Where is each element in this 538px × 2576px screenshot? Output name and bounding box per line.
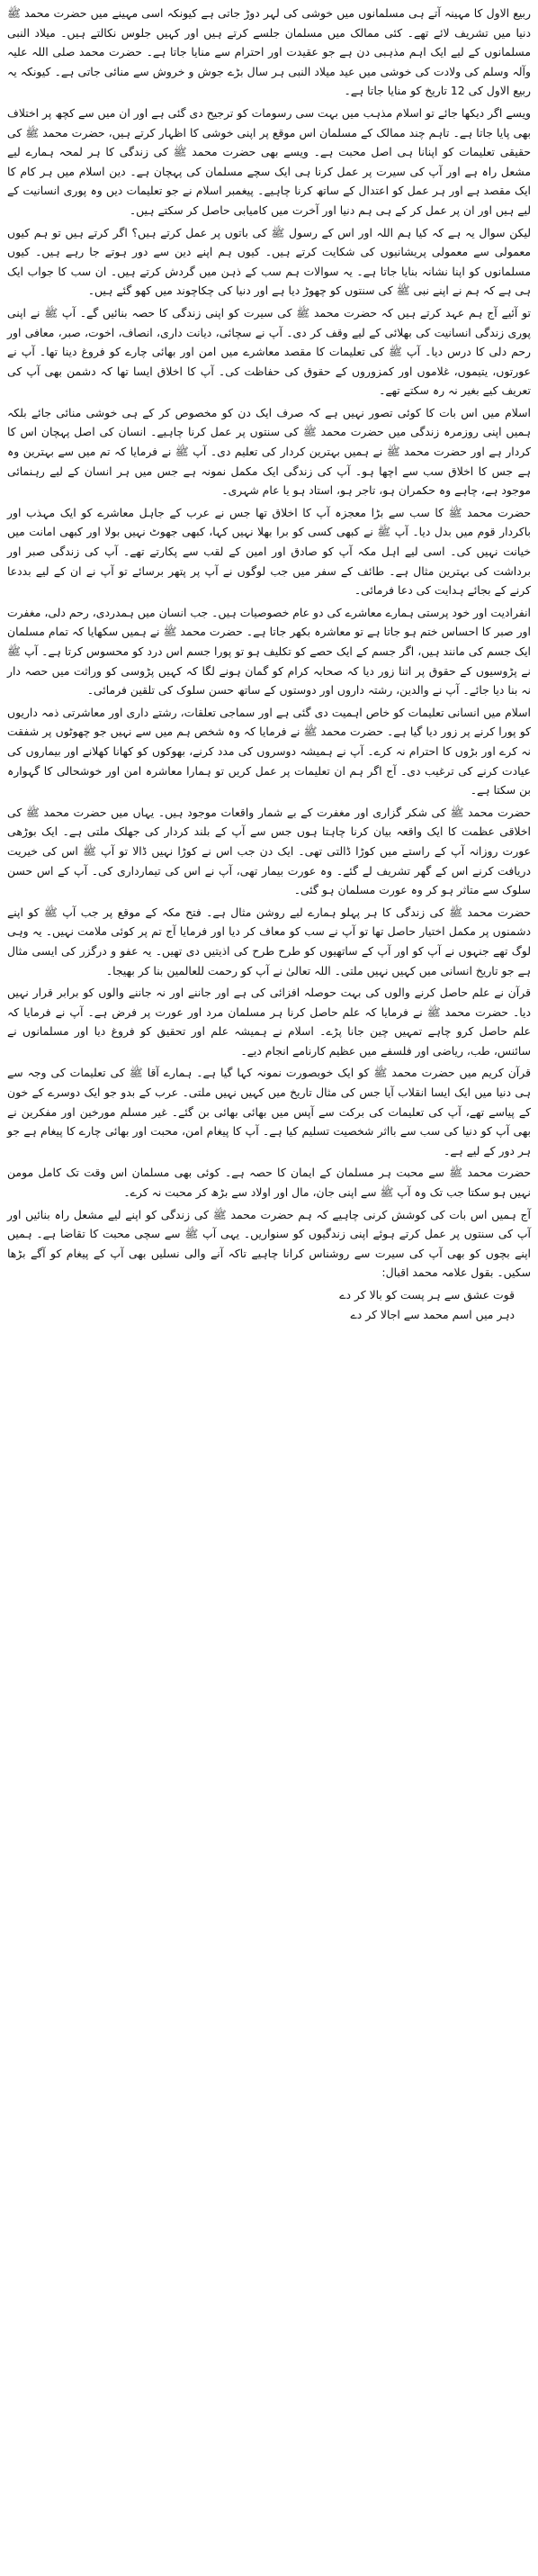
article-paragraph-7: انفرادیت اور خود پرستی ہمارے معاشرے کی دو عام خصوصیات ہیں۔ جب انسان میں ہمدردی، رحم دلی، مغفرت اور صبر کا احساس ختم ہو جاتا ہے تو معاشرہ بکھر جاتا ہے۔ حضرت محمد ﷺ نے ہمیں سکھایا کہ تمام مسلمان ایک جسم کی مانند ہیں، اگر جسم کے ایک حصے کو تکلیف ہو تو پورا جسم اس درد کو محسوس کرتا ہے۔ آپ ﷺ نے پڑوسیوں کے حقوق پر اتنا زور دیا کہ صحابہ کرام کو گمان ہونے لگا کہ کہیں پڑوسی کو وراثت میں حصہ دار نہ بنا دیا جائے۔ آپ نے والدین، رشتہ داروں اور دوستوں کے ساتھ حسن سلوک کی تلقین فرمائی۔	[7, 605, 531, 698]
article-paragraph-14: آج ہمیں اس بات کی کوشش کرنی چاہیے کہ ہم حضرت محمد ﷺ کی زندگی کو اپنے لیے مشعل راہ بنائیں اور آپ کی سنتوں پر عمل کرتے ہوئے اپنی زندگیوں کو سنواریں۔ یہی آپ ﷺ سے سچی محبت کا تقاضا ہے۔ ہمیں اپنے بچوں کو بھی آپ کی سیرت سے روشناس کرانا چاہیے تاکہ آنے والی نسلیں بھی آپ کے پیغام کو آگے بڑھا سکیں۔ بقول علامہ محمد اقبال:	[7, 1207, 531, 1280]
article-paragraph-11: قرآن نے علم حاصل کرنے والوں کی بہت حوصلہ افزائی کی ہے اور جاننے اور نہ جاننے والوں کو برابر قرار نہیں دیا۔ حضرت محمد ﷺ نے فرمایا کہ علم حاصل کرنا ہر مسلمان مرد اور عورت پر فرض ہے۔ آپ نے فرمایا کہ علم حاصل کرو چاہے تمہیں چین جانا پڑے۔ اسلام نے ہمیشہ علم اور تحقیق کو فروغ دیا اور مسلمانوں نے سائنس، طب، ریاضی اور فلسفے میں عظیم کارنامے انجام دیے۔	[7, 986, 531, 1058]
article-paragraph-12: قرآن کریم میں حضرت محمد ﷺ کو ایک خوبصورت نمونہ کہا گیا ہے۔ ہمارے آقا ﷺ کی تعلیمات کی وجہ سے ہی دنیا میں ایک ایسا انقلاب آیا جس کی مثال تاریخ میں کہیں نہیں ملتی۔ عرب کے بدو جو ایک دوسرے کے خون کے پیاسے تھے، آپ کی تعلیمات کی برکت سے آپس میں بھائی بھائی بن گئے۔ غیر مسلم مورخین اور مفکرین نے بھی آپ کو دنیا کی سب سے بااثر شخصیت تسلیم کیا ہے۔ آپ کا پیغام امن، محبت اور بھائی چارے کا پیغام ہے جو ہر دور کے لیے ہے۔	[7, 1066, 531, 1157]
article-paragraph-9: حضرت محمد ﷺ کی شکر گزاری اور مغفرت کے بے شمار واقعات موجود ہیں۔ یہاں میں حضرت محمد ﷺ کی اخلاقی عظمت کا ایک واقعہ بیان کرنا چاہتا ہوں جس سے آپ کے بلند کردار کی جھلک ملتی ہے۔ ایک بوڑھی عورت روزانہ آپ کے راستے میں کوڑا ڈالتی تھی۔ ایک دن جب اس نے کوڑا نہیں ڈالا تو آپ ﷺ اس کی خیریت دریافت کرنے اس کے گھر تشریف لے گئے۔ وہ عورت بیمار تھی، آپ نے اس کی تیمارداری کی۔ آپ کے اس حسن سلوک سے متاثر ہو کر وہ عورت مسلمان ہو گئی۔	[7, 805, 531, 897]
article-paragraph-2: ویسے اگر دیکھا جائے تو اسلام مذہب میں بہت سی رسومات کو ترجیح دی گئی ہے اور ان میں سے کچھ پر اختلاف بھی پایا جاتا ہے۔ تاہم چند ممالک کے مسلمان اس موقع پر اپنی خوشی کا اظہار کرتے ہیں، حضرت محمد ﷺ کی حقیقی تعلیمات کو اپنانا ہی اصل محبت ہے۔ ویسے بھی حضرت محمد ﷺ کی زندگی کا ہر لمحہ ہمارے لیے مشعل راہ ہے اور آپ کی سیرت پر عمل کرنا ہی ایک سچے مسلمان کی پہچان ہے۔ دین اسلام میں ہر کام کا ایک مقصد ہے اور ہر عمل کو اعتدال کے ساتھ کرنا چاہیے۔ پیغمبر اسلام نے جو تعلیمات دیں وہ پوری انسانیت کے لیے ہیں اور ان پر عمل کر کے ہی ہم دنیا اور آخرت میں کامیابی حاصل کر سکتے ہیں۔	[7, 105, 531, 217]
article-paragraph-10: حضرت محمد ﷺ کی زندگی کا ہر پہلو ہمارے لیے روشن مثال ہے۔ فتح مکہ کے موقع پر جب آپ ﷺ کو اپنے دشمنوں پر مکمل اختیار حاصل تھا تو آپ نے سب کو معاف کر دیا اور فرمایا آج تم پر کوئی ملامت نہیں۔ یہ وہی لوگ تھے جنہوں نے آپ کو اور آپ کے ساتھیوں کو طرح طرح کی اذیتیں دی تھیں۔ یہ عفو و درگزر کی ایسی مثال ہے جو تاریخ انسانی میں کہیں نہیں ملتی۔ اللہ تعالیٰ نے آپ کو رحمت للعالمین بنا کر بھیجا۔	[7, 905, 531, 977]
article-paragraph-13: حضرت محمد ﷺ سے محبت ہر مسلمان کے ایمان کا حصہ ہے۔ کوئی بھی مسلمان اس وقت تک کامل مومن نہیں ہو سکتا جب تک وہ آپ ﷺ سے اپنی جان، مال اور اولاد سے بڑھ کر محبت نہ کرے۔	[7, 1166, 531, 1200]
article-paragraph-4: تو آئیے آج ہم عہد کرتے ہیں کہ حضرت محمد ﷺ کی سیرت کو اپنی زندگی کا حصہ بنائیں گے۔ آپ ﷺ نے اپنی پوری زندگی انسانیت کی بھلائی کے لیے وقف کر دی۔ آپ نے سچائی، دیانت داری، انصاف، اخوت، صبر، معافی اور رحم دلی کا درس دیا۔ آپ ﷺ کی تعلیمات کا مقصد معاشرے میں امن اور بھائی چارے کو فروغ دینا تھا۔ آپ نے عورتوں، یتیموں، غلاموں اور کمزوروں کے حقوق کی حفاظت کی۔ آپ کا اخلاق ایسا تھا کہ دشمن بھی آپ کی تعریف کیے بغیر نہ رہ سکتے تھے۔	[7, 305, 531, 398]
article-paragraph-3: لیکن سوال یہ ہے کہ کیا ہم اللہ اور اس کے رسول ﷺ کی باتوں پر عمل کرتے ہیں؟ اگر کرتے ہیں تو ہم کیوں معمولی سے معمولی پریشانیوں کی شکایت کرتے ہیں۔ کیوں ہم اپنے دین سے دور ہوتے جا رہے ہیں۔ کیوں مسلمانوں کو اپنا نشانہ بنایا جاتا ہے۔ یہ سوالات ہم سب کے ذہن میں گردش کرتے ہیں۔ ان سب کا جواب ایک ہی ہے کہ ہم نے اپنے نبی ﷺ کی سنتوں کو چھوڑ دیا ہے اور دنیا کی چکاچوند میں کھو گئے ہیں۔	[7, 225, 531, 298]
article-paragraph-1: ربیع الاول کا مہینہ آتے ہی مسلمانوں میں خوشی کی لہر دوڑ جاتی ہے کیونکہ اسی مہینے میں حضرت محمد ﷺ دنیا میں تشریف لائے تھے۔ کئی ممالک میں مسلمان جلسے کرتے ہیں اور کہیں جلوس نکالتے ہیں۔ میلاد النبی مسلمانوں کے لیے ایک اہم مذہبی دن ہے جو عقیدت اور احترام سے منایا جاتا ہے۔ حضرت محمد صلی اللہ علیہ وآلہ وسلم کی ولادت کی خوشی میں عید میلاد النبی ہر سال بڑے جوش و خروش سے منائی جاتی ہے۔ کیونکہ یہ ربیع الاول کی 12 تاریخ کو منایا جاتا ہے۔	[7, 6, 531, 98]
article-paragraph-8: اسلام میں انسانی تعلیمات کو خاص اہمیت دی گئی ہے اور سماجی تعلقات، رشتے داری اور معاشرتی ذمہ داریوں کو پورا کرنے پر زور دیا گیا ہے۔ حضرت محمد ﷺ نے فرمایا کہ وہ شخص ہم میں سے نہیں جو چھوٹوں پر شفقت نہ کرے اور بڑوں کا احترام نہ کرے۔ آپ نے ہمیشہ دوسروں کی مدد کرنے، بھوکوں کو کھانا کھلانے اور بیماروں کی عیادت کرنے کی ترغیب دی۔ آج اگر ہم ان تعلیمات پر عمل کریں تو ہمارا معاشرہ امن اور خوشحالی کا گہوارہ بن سکتا ہے۔	[7, 705, 531, 797]
article-paragraph-6: حضرت محمد ﷺ کا سب سے بڑا معجزہ آپ کا اخلاق تھا جس نے عرب کے جاہل معاشرے کو ایک مہذب اور باکردار قوم میں بدل دیا۔ آپ ﷺ نے کبھی کسی کو برا بھلا نہیں کہا، کبھی جھوٹ نہیں بولا اور کبھی امانت میں خیانت نہیں کی۔ اسی لیے اہل مکہ آپ کو صادق اور امین کے لقب سے پکارتے تھے۔ آپ کی زندگی صبر اور برداشت کی بہترین مثال ہے۔ طائف کے سفر میں جب لوگوں نے آپ پر پتھر برسائے تو آپ نے ان کے لیے بددعا کرنے کے بجائے ہدایت کی دعا فرمائی۔	[7, 505, 531, 598]
article-paragraph-5: اسلام میں اس بات کا کوئی تصور نہیں ہے کہ صرف ایک دن کو مخصوص کر کے ہی خوشی منائی جائے بلکہ ہمیں اپنی روزمرہ زندگی میں حضرت محمد ﷺ کی سنتوں پر عمل کرنا چاہیے۔ انسان کی اصل پہچان اس کا کردار ہے اور حضرت محمد ﷺ نے ہمیں بہترین کردار کی تعلیم دی۔ آپ ﷺ نے فرمایا کہ تم میں سے بہترین وہ ہے جس کا اخلاق سب سے اچھا ہو۔ آپ کی زندگی ایک مکمل نمونہ ہے جس میں ہر انسان کے لیے رہنمائی موجود ہے، چاہے وہ حکمران ہو، تاجر ہو، استاد ہو یا عام شہری۔	[7, 405, 531, 498]
verse-line-1: قوت عشق سے ہر پست کو بالا کر دے	[339, 1288, 515, 1302]
closing-verse	[7, 1285, 531, 1324]
verse-line-2: دہر میں اسم محمد سے اجالا کر دے	[350, 1307, 515, 1321]
